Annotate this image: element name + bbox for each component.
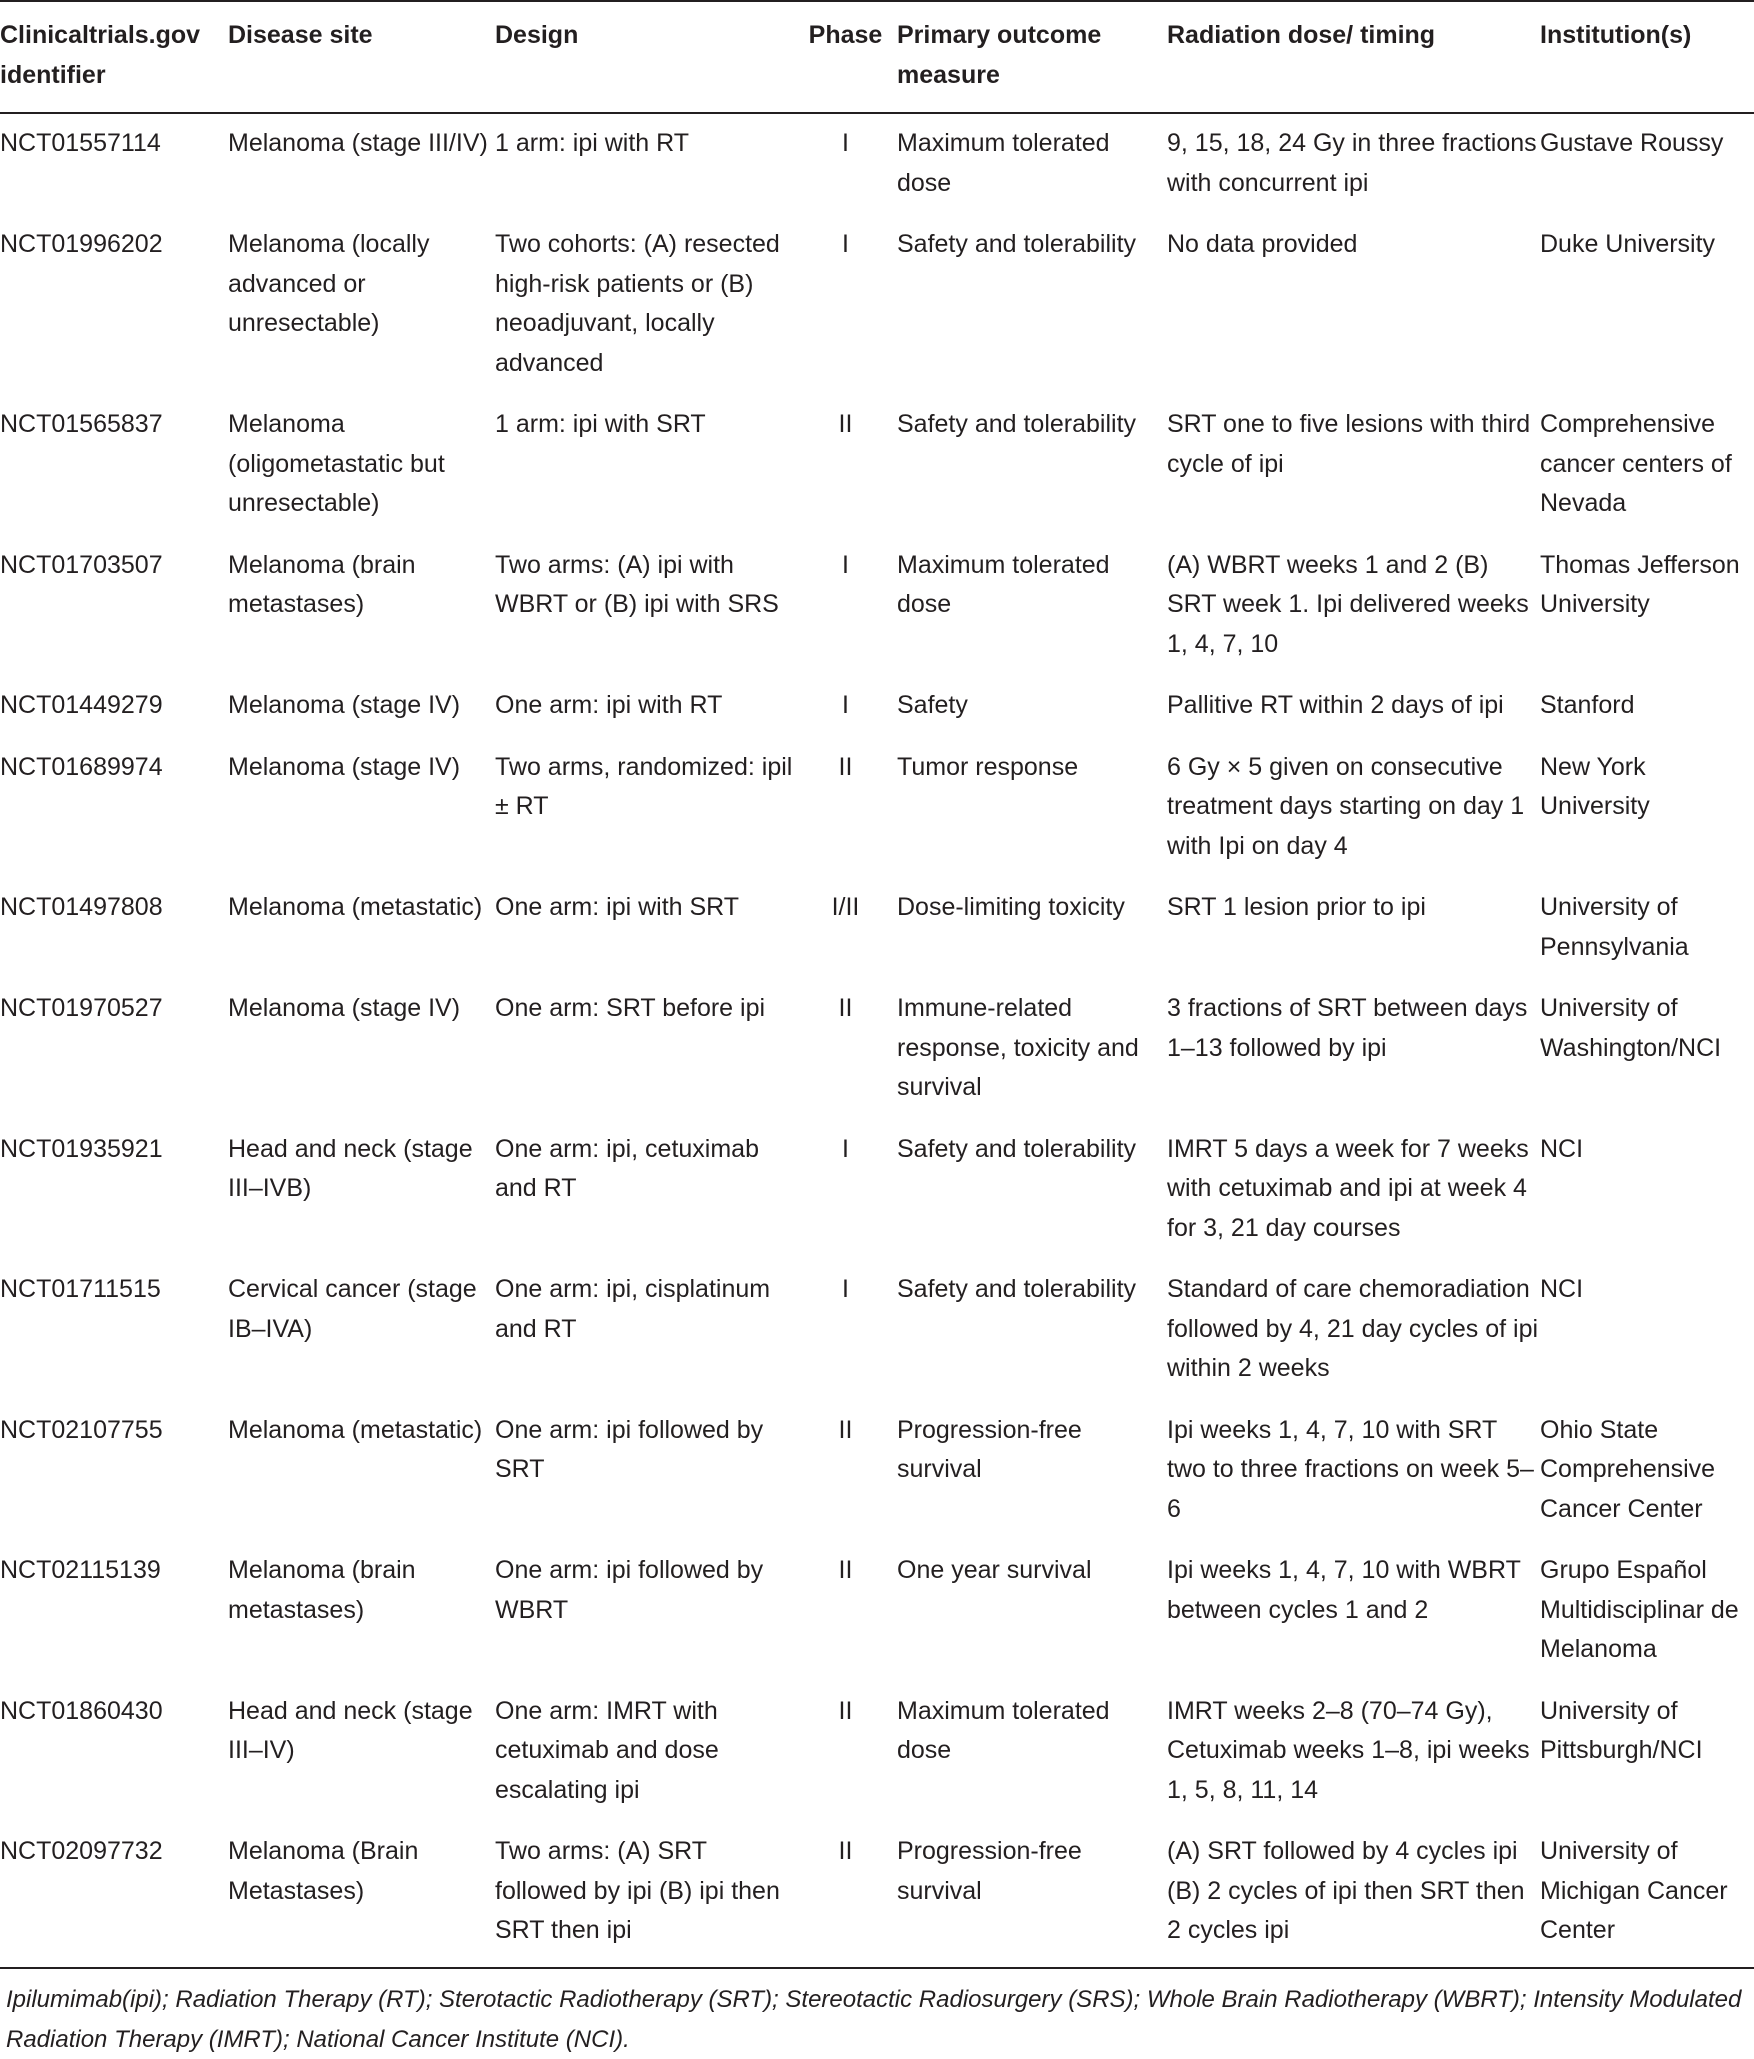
cell-radiation-dose: Ipi weeks 1, 4, 7, 10 with WBRT between cycles 1 and 2 <box>1167 1556 1521 1624</box>
header-identifier: Clinicaltrials.gov identifier <box>0 21 201 89</box>
cell-identifier: NCT01996202 <box>0 230 163 258</box>
table-row <box>0 878 1754 979</box>
cell-radiation-dose: (A) SRT followed by 4 cycles ipi (B) 2 cycles of ipi then SRT then 2 cycles ipi <box>1167 1837 1525 1944</box>
table-row <box>0 676 1754 738</box>
cell-primary-outcome: Safety and tolerability <box>897 230 1137 258</box>
cell-institutions: New York University <box>1540 752 1650 820</box>
table-body <box>0 113 1754 1968</box>
cell-identifier: NCT01935921 <box>0 1134 163 1163</box>
cell-radiation-dose: SRT 1 lesion prior to ipi <box>1167 893 1426 921</box>
cell-primary-outcome: Safety and tolerability <box>897 1275 1137 1303</box>
cell-disease-site: Melanoma (stage IV) <box>228 994 461 1022</box>
cell-institutions: Ohio State Comprehensive Cancer Center <box>1540 1415 1716 1523</box>
cell-institutions: University of Pittsburgh/NCI <box>1540 1696 1703 1764</box>
header-row <box>0 1 1754 113</box>
table-row <box>0 113 1754 215</box>
cell-institutions: Thomas Jefferson University <box>1540 550 1740 618</box>
table-row <box>0 536 1754 677</box>
cell-phase: II <box>838 1556 853 1584</box>
table-row <box>0 979 1754 1120</box>
cell-radiation-dose: Pallitive RT within 2 days of ipi <box>1167 691 1504 719</box>
table-header <box>0 1 1754 113</box>
table-row <box>0 1682 1754 1823</box>
cell-radiation-dose: IMRT weeks 2–8 (70–74 Gy), Cetuximab weeks 1–8, ipi weeks 1, 5, 8, 11, 14 <box>1167 1696 1530 1804</box>
cell-identifier: NCT01449279 <box>0 691 163 719</box>
cell-primary-outcome: Safety <box>897 691 968 719</box>
cell-design: Two cohorts: (A) resected high-risk patients or (B) neoadjuvant, locally advanced <box>495 230 780 377</box>
cell-disease-site: Melanoma (brain metastases) <box>228 1556 416 1624</box>
cell-radiation-dose: Ipi weeks 1, 4, 7, 10 with SRT two to three fractions on week 5–6 <box>1167 1415 1534 1523</box>
header-radiation-dose: Radiation dose/ timing <box>1167 21 1436 49</box>
cell-design: One arm: ipi followed by SRT <box>495 1415 764 1483</box>
cell-institutions: University of Michigan Cancer Center <box>1540 1837 1728 1944</box>
cell-primary-outcome: Maximum tolerated dose <box>897 1696 1110 1764</box>
cell-primary-outcome: Tumor response <box>897 752 1079 781</box>
cell-radiation-dose: (A) WBRT weeks 1 and 2 (B) SRT week 1. Ipi delivered weeks 1, 4, 7, 10 <box>1167 550 1529 658</box>
cell-institutions: Grupo Español Multidisciplinar de Melanoma <box>1540 1556 1739 1663</box>
cell-design: One arm: ipi followed by WBRT <box>495 1556 764 1624</box>
cell-institutions: University of Washington/NCI <box>1540 994 1722 1062</box>
cell-phase: II <box>838 752 853 781</box>
cell-institutions: Duke University <box>1540 230 1716 258</box>
cell-phase: I <box>842 1134 849 1163</box>
cell-disease-site: Melanoma (Brain Metastases) <box>228 1837 419 1905</box>
cell-design: One arm: ipi, cisplatinum and RT <box>495 1275 771 1343</box>
cell-identifier: NCT01970527 <box>0 994 163 1022</box>
cell-phase: II <box>838 994 853 1022</box>
table-row <box>0 1401 1754 1542</box>
header-phase: Phase <box>808 21 883 49</box>
cell-disease-site: Head and neck (stage III–IV) <box>228 1696 473 1764</box>
cell-disease-site: Melanoma (stage III/IV) <box>228 129 488 157</box>
table-row <box>0 1541 1754 1682</box>
cell-design: 1 arm: ipi with SRT <box>495 410 706 438</box>
cell-phase: I <box>842 691 849 719</box>
cell-primary-outcome: One year survival <box>897 1556 1092 1584</box>
cell-radiation-dose: SRT one to five lesions with third cycle of ipi <box>1167 410 1531 478</box>
table-row <box>0 395 1754 536</box>
cell-disease-site: Melanoma (stage IV) <box>228 691 461 719</box>
cell-primary-outcome: Progression-free survival <box>897 1837 1082 1905</box>
cell-radiation-dose: IMRT 5 days a week for 7 weeks with cetuximab and ipi at week 4 for 3, 21 day courses <box>1167 1134 1529 1242</box>
cell-identifier: NCT01689974 <box>0 752 163 781</box>
cell-radiation-dose: 9, 15, 18, 24 Gy in three fractions with concurrent ipi <box>1167 129 1537 197</box>
cell-identifier: NCT02097732 <box>0 1837 163 1865</box>
cell-phase: I <box>842 550 849 579</box>
table-row <box>0 215 1754 395</box>
cell-radiation-dose: No data provided <box>1167 230 1358 258</box>
cell-phase: II <box>838 410 853 438</box>
cell-disease-site: Melanoma (oligometastatic but unresectable) <box>228 410 445 517</box>
cell-phase: I <box>842 129 849 157</box>
cell-design: One arm: ipi, cetuximab and RT <box>495 1134 759 1202</box>
header-institutions: Institution(s) <box>1540 21 1692 49</box>
cell-institutions: Stanford <box>1540 691 1635 719</box>
cell-design: One arm: ipi with SRT <box>495 893 740 921</box>
cell-phase: I/II <box>831 893 860 921</box>
cell-design: Two arms: (A) SRT followed by ipi (B) ipi then SRT then ipi <box>495 1837 780 1944</box>
cell-institutions: NCI <box>1540 1134 1584 1163</box>
cell-identifier: NCT01711515 <box>0 1275 161 1303</box>
cell-phase: II <box>838 1837 853 1865</box>
cell-identifier: NCT02115139 <box>0 1556 161 1584</box>
cell-design: One arm: ipi with RT <box>495 691 723 719</box>
cell-disease-site: Melanoma (metastatic) <box>228 893 483 921</box>
table-row <box>0 1120 1754 1261</box>
cell-phase: I <box>842 1275 849 1303</box>
cell-disease-site: Head and neck (stage III–IVB) <box>228 1134 473 1202</box>
header-disease-site: Disease site <box>228 21 373 49</box>
cell-design: 1 arm: ipi with RT <box>495 129 690 157</box>
cell-disease-site: Melanoma (brain metastases) <box>228 550 416 618</box>
cell-institutions: University of Pennsylvania <box>1540 893 1689 961</box>
cell-identifier: NCT01703507 <box>0 550 163 579</box>
cell-primary-outcome: Safety and tolerability <box>897 1134 1137 1163</box>
cell-disease-site: Cervical cancer (stage IB–IVA) <box>228 1275 477 1343</box>
cell-radiation-dose: 3 fractions of SRT between days 1–13 followed by ipi <box>1167 994 1528 1062</box>
cell-primary-outcome: Safety and tolerability <box>897 410 1137 438</box>
table-row <box>0 1260 1754 1401</box>
cell-radiation-dose: 6 Gy × 5 given on consecutive treatment days starting on day 1 with Ipi on day 4 <box>1167 752 1525 860</box>
header-primary-outcome: Primary outcome measure <box>897 21 1102 89</box>
cell-radiation-dose: Standard of care chemoradiation followed by 4, 21 day cycles of ipi within 2 weeks <box>1167 1275 1539 1382</box>
table-footnote: Ipilumimab(ipi); Radiation Therapy (RT); Sterotactic Radiotherapy (SRT); Stereotactic Radiosurgery (SRS); Whole Brain Radiotherapy (WBRT); Intensity Modulated Radiation Therapy (IMRT); National Cancer Institute (NCI). <box>6 1986 1742 2053</box>
cell-institutions: Comprehensive cancer centers of Nevada <box>1540 410 1732 517</box>
cell-primary-outcome: Maximum tolerated dose <box>897 129 1110 197</box>
cell-institutions: Gustave Roussy <box>1540 129 1724 157</box>
cell-disease-site: Melanoma (locally advanced or unresectable) <box>228 230 430 337</box>
cell-primary-outcome: Progression-free survival <box>897 1415 1082 1483</box>
cell-phase: II <box>838 1415 853 1444</box>
cell-phase: II <box>838 1696 853 1725</box>
cell-identifier: NCT01860430 <box>0 1696 163 1725</box>
cell-design: One arm: IMRT with cetuximab and dose escalating ipi <box>495 1696 719 1804</box>
cell-identifier: NCT01565837 <box>0 410 163 438</box>
cell-identifier: NCT01497808 <box>0 893 163 921</box>
cell-identifier: NCT01557114 <box>0 129 161 157</box>
cell-disease-site: Melanoma (stage IV) <box>228 752 461 781</box>
cell-design: Two arms: (A) ipi with WBRT or (B) ipi with SRS <box>495 550 779 618</box>
cell-primary-outcome: Dose-limiting toxicity <box>897 893 1125 921</box>
cell-identifier: NCT02107755 <box>0 1415 163 1444</box>
table-row <box>0 1822 1754 1968</box>
cell-primary-outcome: Immune-related response, toxicity and survival <box>897 994 1139 1101</box>
cell-design: Two arms, randomized: ipil ± RT <box>495 752 793 820</box>
cell-design: One arm: SRT before ipi <box>495 994 766 1022</box>
header-design: Design <box>495 21 579 49</box>
cell-disease-site: Melanoma (metastatic) <box>228 1415 483 1444</box>
cell-phase: I <box>842 230 849 258</box>
cell-primary-outcome: Maximum tolerated dose <box>897 550 1110 618</box>
table-row <box>0 738 1754 879</box>
cell-institutions: NCI <box>1540 1275 1584 1303</box>
